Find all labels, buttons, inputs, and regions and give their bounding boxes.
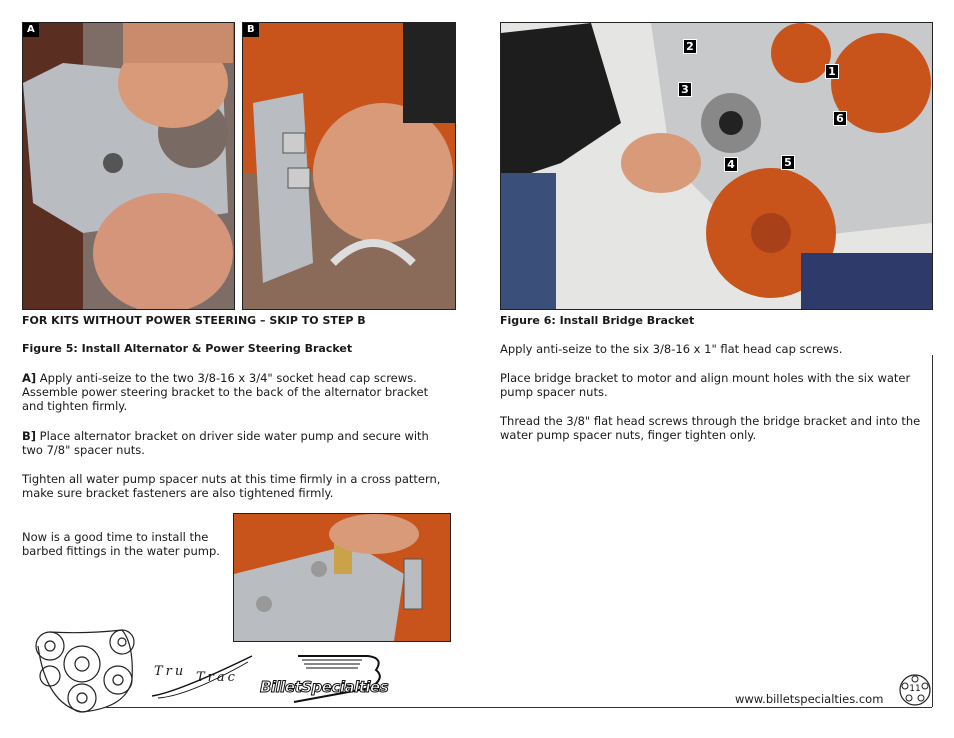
- photo-b-label: B: [243, 23, 259, 37]
- photo-fig6-image: [501, 23, 932, 309]
- callout-3: 3: [678, 82, 692, 97]
- figure-5-caption: Figure 5: Install Alternator & Power Steering Bracket: [22, 342, 353, 355]
- photo-a: [22, 22, 235, 310]
- fig6-step-3: Thread the 3/8" flat head screws through the bridge bracket and into the water pump spacer nuts, finger tighten only.: [500, 414, 921, 442]
- billet-specialties-wordmark: BilletSpecialties: [260, 678, 389, 696]
- photo-fittings-image: [234, 514, 450, 641]
- page-number-badge: [898, 673, 932, 707]
- step-b: [22, 429, 442, 457]
- trutrac-trac: Trac: [196, 670, 238, 685]
- step-b-label: B]: [22, 429, 37, 443]
- trutrac-tru: Tru: [154, 664, 187, 679]
- kits-note: FOR KITS WITHOUT POWER STEERING – SKIP TO STEP B: [22, 314, 366, 327]
- callout-2: 2: [683, 39, 697, 54]
- photo-b: [242, 22, 456, 310]
- fig6-step-1: Apply anti-seize to the six 3/8-16 x 1" flat head cap screws.: [500, 342, 843, 356]
- tighten-note: Tighten all water pump spacer nuts at this time firmly in a cross pattern, make sure bracket fasteners are also tightened firmly.: [22, 472, 441, 500]
- pulley-drive-illustration: [26, 624, 138, 714]
- page-border-bottom: [106, 707, 932, 708]
- fig6-step-2: Place bridge bracket to motor and align mount holes with the six water pump spacer nuts.: [500, 371, 911, 399]
- photo-a-image: [23, 23, 234, 309]
- photo-a-label: A: [23, 23, 39, 37]
- photo-fittings: [233, 513, 451, 642]
- page-number: 11: [909, 684, 921, 694]
- photo-fig6: [500, 22, 933, 310]
- photo-b-image: [243, 23, 455, 309]
- page-border-right: [932, 355, 933, 707]
- good-time-note: Now is a good time to install the barbed fittings in the water pump.: [22, 530, 220, 558]
- callout-6: 6: [833, 111, 847, 126]
- step-a: [22, 371, 442, 413]
- trutrac-logo: [148, 652, 256, 700]
- website-url[interactable]: www.billetspecialties.com: [735, 692, 884, 706]
- figure-6-caption: Figure 6: Install Bridge Bracket: [500, 314, 695, 327]
- step-a-text: Apply anti-seize to the two 3/8-16 x 3/4" socket head cap screws. Assemble power steering bracket to the back of the alternator bracket and tighten firmly.: [22, 371, 429, 413]
- step-b-text: Place alternator bracket on driver side water pump and secure with two 7/8" spacer nuts.: [22, 429, 429, 457]
- callout-1: 1: [825, 64, 839, 79]
- callout-5: 5: [781, 155, 795, 170]
- billet-specialties-logo: [258, 654, 416, 704]
- callout-4: 4: [724, 157, 738, 172]
- step-a-label: A]: [22, 371, 37, 385]
